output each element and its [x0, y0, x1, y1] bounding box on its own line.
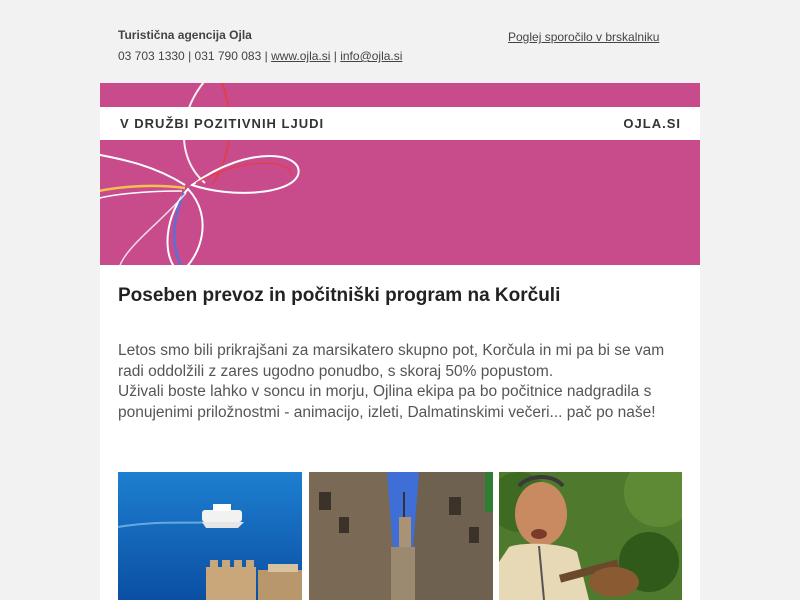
old-town-street-photo[interactable] [309, 472, 493, 600]
article-body [118, 341, 693, 423]
slogan: V DRUŽBI POZITIVNIH LJUDI [120, 116, 325, 131]
email-link[interactable]: info@ojla.si [340, 49, 403, 63]
view-in-browser-link[interactable]: Poglej sporočilo v brskalniku [508, 30, 660, 44]
preheader [118, 28, 678, 68]
contact-line [118, 49, 402, 63]
phone-2: 031 790 083 [194, 49, 262, 63]
website-link[interactable]: www.ojla.si [271, 49, 331, 63]
agency-name: Turistična agencija Ojla [118, 28, 252, 42]
article-title: Poseben prevoz in počitniški program na Korčuli [118, 285, 561, 306]
paragraph-2: Uživali boste lahko v soncu in morju, Ojlina ekipa pa bo počitnice nadgradila s ponujenimi priložnostmi - animacijo, izleti, Dalmatinskimi večeri... pač po naše! [118, 383, 656, 421]
singer-guitarist-photo[interactable] [499, 472, 682, 600]
separator: | [184, 49, 195, 63]
header-banner [100, 83, 700, 265]
site-name[interactable]: OJLA.SI [623, 116, 681, 131]
article-card [100, 265, 700, 600]
phone-1: 03 703 1330 [118, 49, 185, 63]
slogan-stripe [100, 107, 700, 140]
separator: | [261, 49, 272, 63]
separator: | [330, 49, 341, 63]
boat-sea-photo[interactable] [118, 472, 302, 600]
paragraph-1: Letos smo bili prikrajšani za marsikatero skupno pot, Korčula in mi pa bi se vam radi oddolžili z zares ugodno ponudbo, s skoraj 50% popustom. [118, 342, 665, 380]
